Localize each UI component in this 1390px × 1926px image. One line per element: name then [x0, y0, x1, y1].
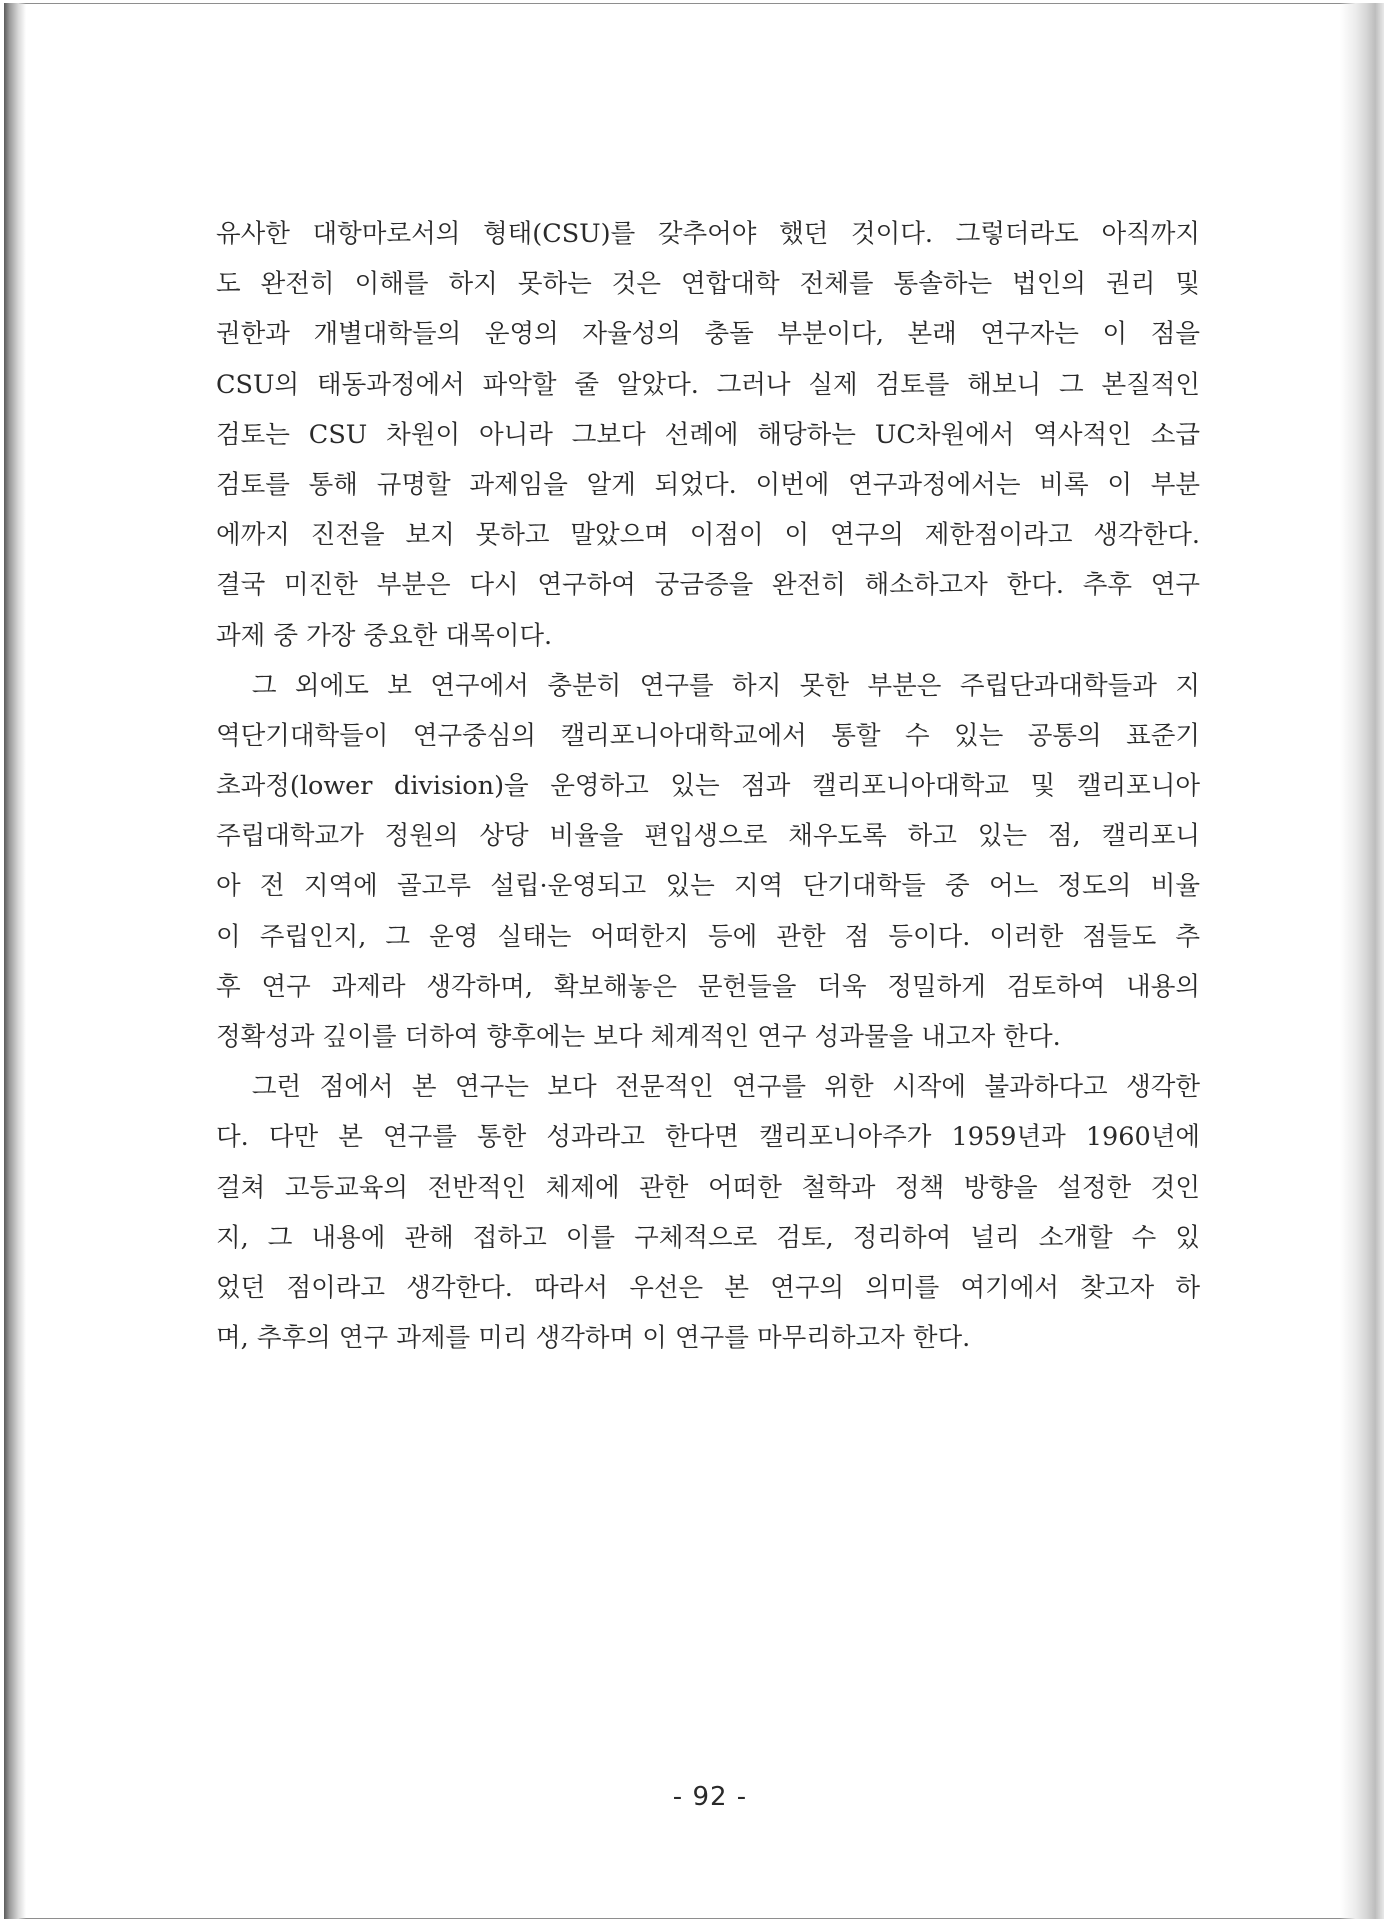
- text-line: 결국 미진한 부분은 다시 연구하여 궁금증을 완전히 해소하고자 한다. 추후 연구: [216, 570, 1200, 601]
- text-line: 그 외에도 보 연구에서 충분히 연구를 하지 못한 부분은 주립단과대학들과 지: [216, 670, 1200, 701]
- text-line: 검토는 CSU 차원이 아니라 그보다 선례에 해당하는 UC차원에서 역사적인 소급: [216, 419, 1200, 450]
- body-text: [216, 209, 1200, 1363]
- page-edge-shadow-right: [1340, 3, 1384, 1919]
- text-line: 도 완전히 이해를 하지 못하는 것은 연합대학 전체를 통솔하는 법인의 권리 및: [216, 269, 1200, 300]
- text-line: 주립대학교가 정원의 상당 비율을 편입생으로 채우도록 하고 있는 점, 캘리포니: [216, 821, 1200, 852]
- text-line: 다. 다만 본 연구를 통한 성과라고 한다면 캘리포니아주가 1959년과 1960년에: [216, 1122, 1200, 1153]
- text-line: 후 연구 과제라 생각하며, 확보해놓은 문헌들을 더욱 정밀하게 검토하여 내용의: [216, 971, 1200, 1002]
- text-line: 권한과 개별대학들의 운영의 자율성의 충돌 부분이다, 본래 연구자는 이 점을: [216, 319, 1200, 350]
- text-line: 이 주립인지, 그 운영 실태는 어떠한지 등에 관한 점 등이다. 이러한 점들도 추: [216, 921, 1200, 952]
- text-line: 과제 중 가장 중요한 대목이다.: [216, 620, 553, 651]
- text-line: CSU의 태동과정에서 파악할 줄 알았다. 그러나 실제 검토를 해보니 그 본질적인: [216, 369, 1200, 400]
- text-line: 초과정(lower division)을 운영하고 있는 점과 캘리포니아대학교 및 캘리포니아: [216, 771, 1200, 802]
- text-line: 유사한 대항마로서의 형태(CSU)를 갖추어야 했던 것이다. 그렇더라도 아직까지: [216, 219, 1200, 249]
- text-line: 역단기대학들이 연구중심의 캘리포니아대학교에서 통할 수 있는 공통의 표준기: [216, 720, 1200, 751]
- text-line: 었던 점이라고 생각한다. 따라서 우선은 본 연구의 의미를 여기에서 찾고자 하: [216, 1272, 1200, 1303]
- text-line: 에까지 진전을 보지 못하고 말았으며 이점이 이 연구의 제한점이라고 생각한다.: [216, 520, 1200, 551]
- text-line: 걸쳐 고등교육의 전반적인 체제에 관한 어떠한 철학과 정책 방향을 설정한 것인: [216, 1172, 1200, 1203]
- text-line: 정확성과 깊이를 더하여 향후에는 보다 체계적인 연구 성과물을 내고자 한다.: [216, 1022, 1061, 1052]
- text-line: 아 전 지역에 골고루 설립·운영되고 있는 지역 단기대학들 중 어느 정도의 비율: [216, 871, 1200, 902]
- text-line: 며, 추후의 연구 과제를 미리 생각하며 이 연구를 마무리하고자 한다.: [216, 1323, 971, 1354]
- text-line: 지, 그 내용에 관해 접하고 이를 구체적으로 검토, 정리하여 널리 소개할 수 있: [216, 1222, 1200, 1253]
- page-number: - 92 -: [672, 1782, 748, 1812]
- binding-shadow-left: [4, 3, 26, 1919]
- text-line: 검토를 통해 규명할 과제임을 알게 되었다. 이번에 연구과정에서는 비록 이 부분: [216, 469, 1200, 500]
- text-line: 그런 점에서 본 연구는 보다 전문적인 연구를 위한 시작에 불과하다고 생각한: [216, 1072, 1200, 1103]
